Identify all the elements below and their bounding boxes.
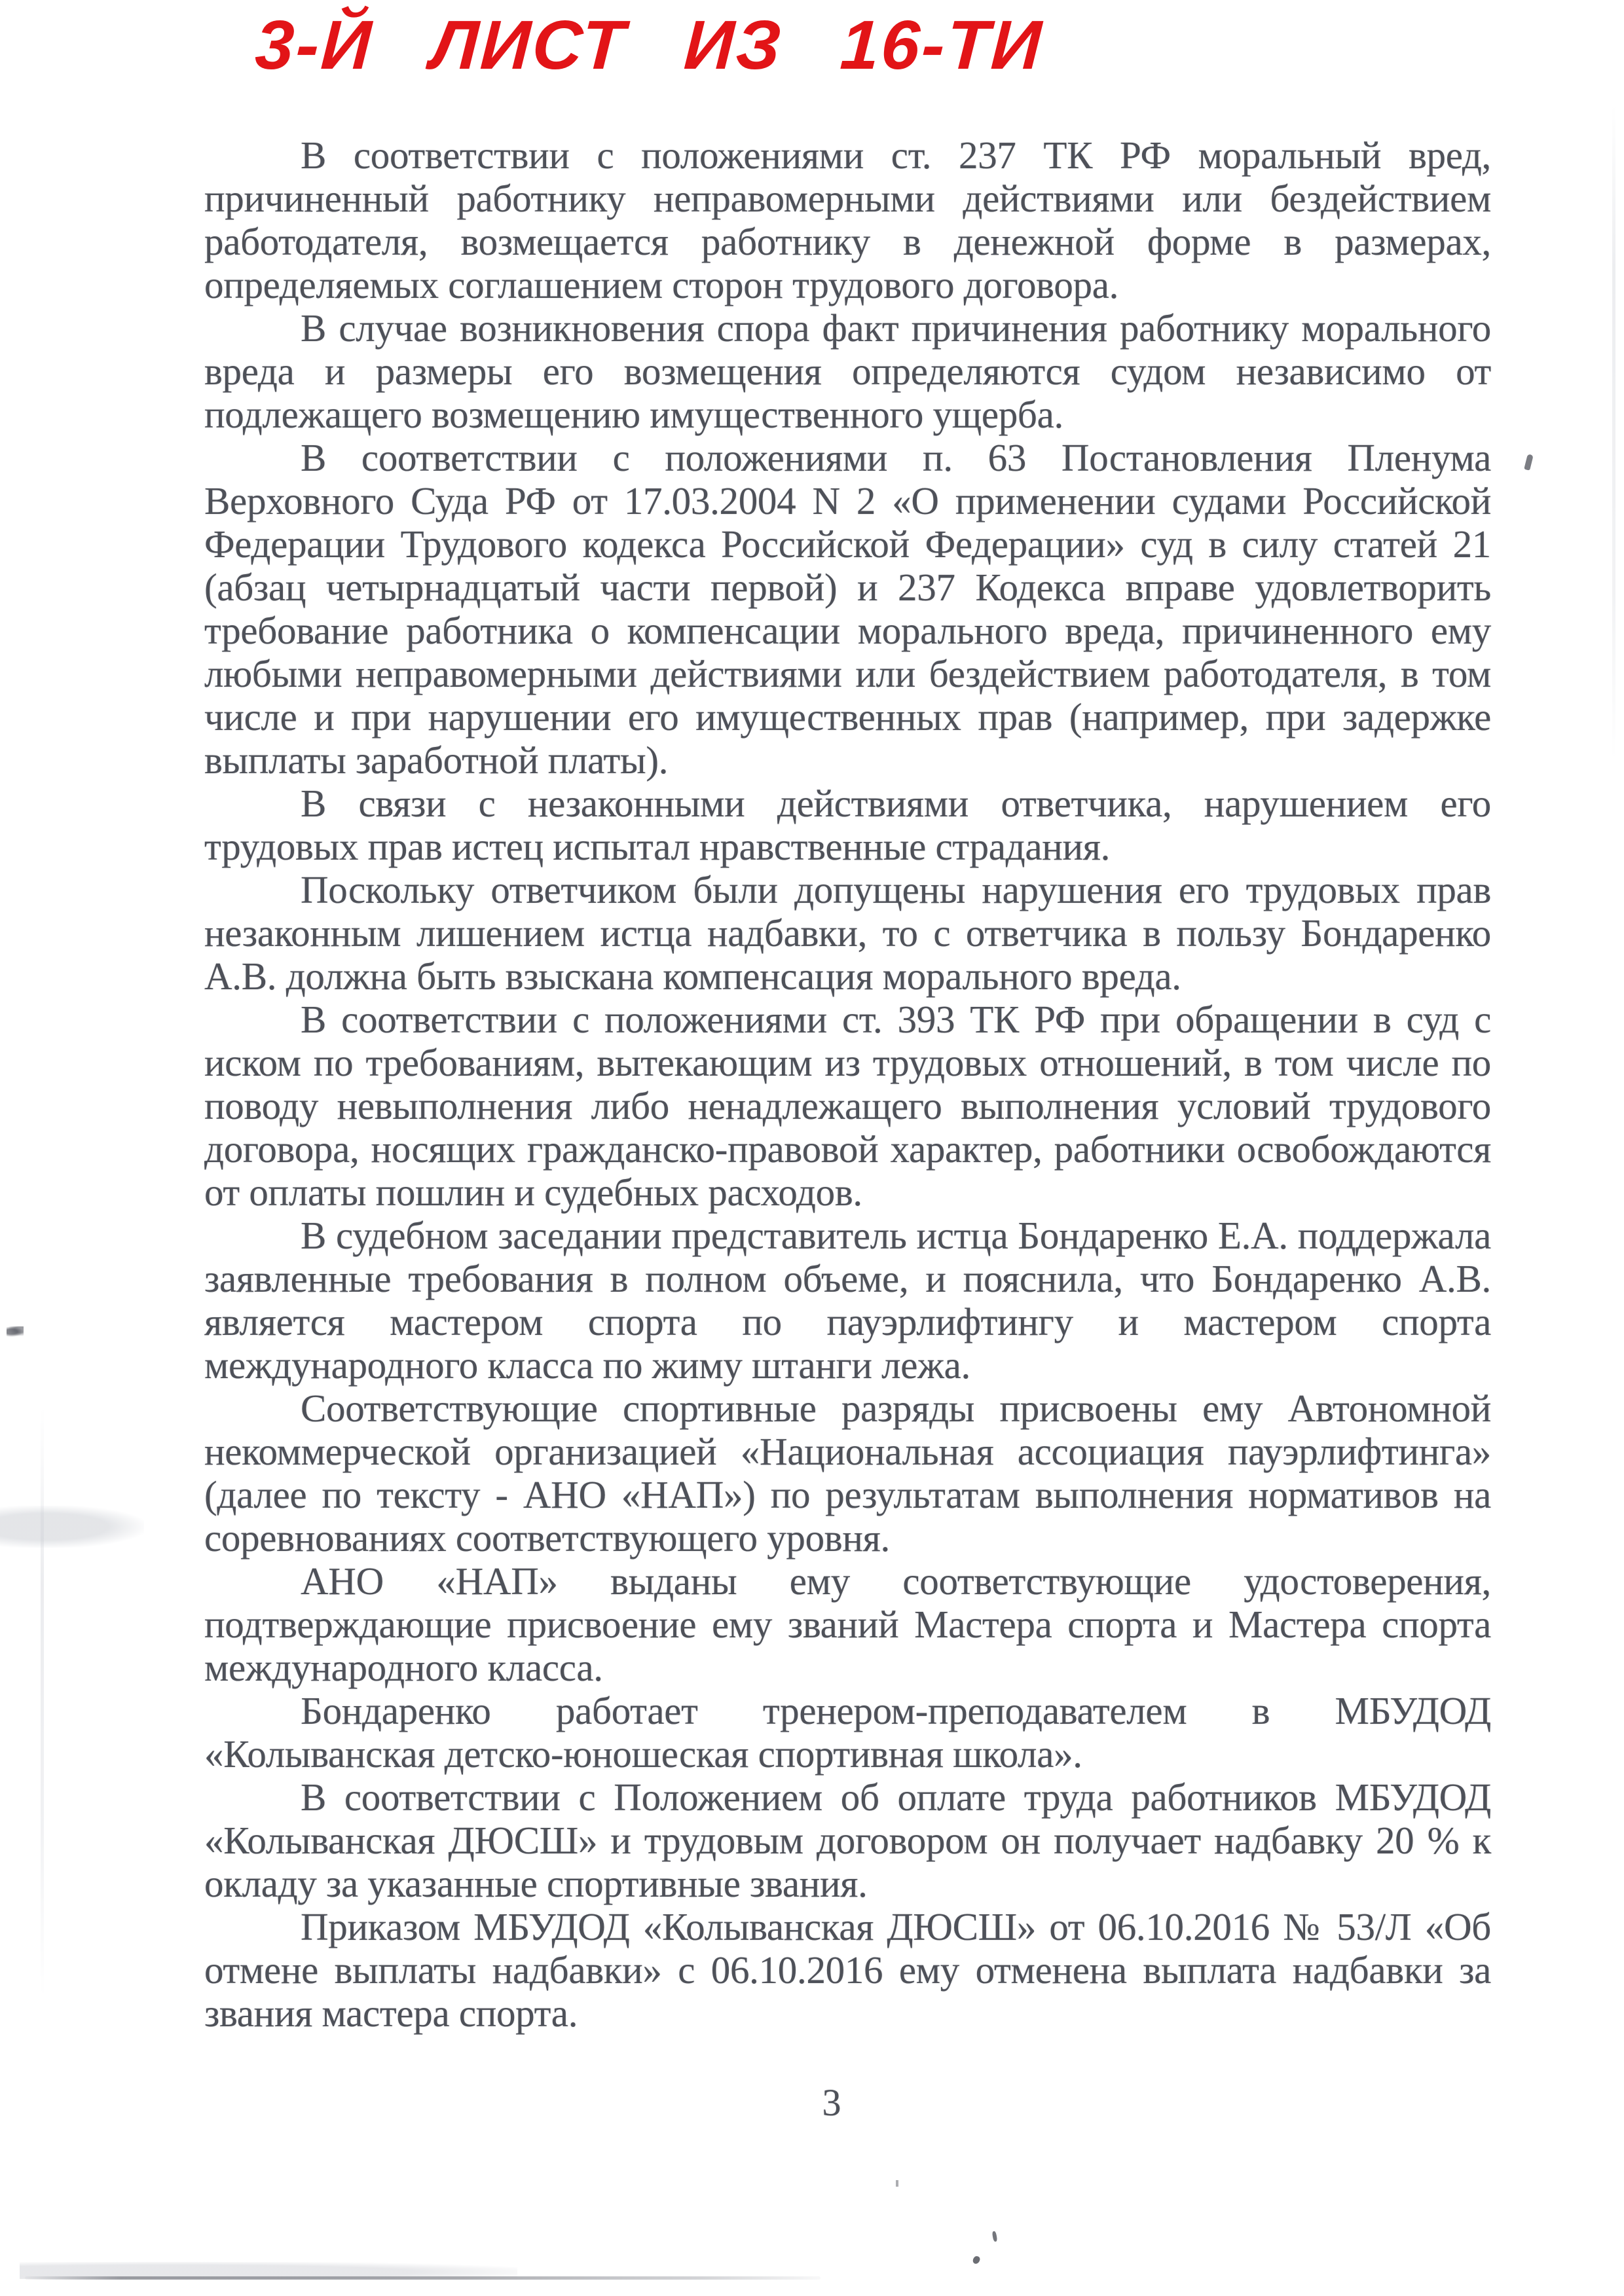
paragraph: АНО «НАП» выданы ему соответствующие удостоверения, подтверждающие присвоение ему званий Мастера спорта и Мастера спорта международного класса. xyxy=(204,1559,1491,1689)
paragraph: В соответствии с положениями п. 63 Постановления Пленума Верховного Суда РФ от 17.03.2004 N 2 «О применении судами Российской Федерации Трудового кодекса Российской Федерации» суд в силу статей 21 (абзац четырнадцатый части первой) и 237 Кодекса вправе удовлетворить требование работника о компенсации морального вреда, причиненного ему любыми неправомерными действиями или бездействием работодателя, в том числе и при нарушении его имущественных прав (например, при задержке выплаты заработной платы). xyxy=(204,436,1491,782)
scan-speck xyxy=(972,2255,981,2265)
scan-smudge xyxy=(20,2262,517,2279)
scan-smudge xyxy=(0,1506,144,1548)
page-number: 3 xyxy=(822,2081,841,2124)
scan-speck xyxy=(992,2231,998,2242)
paragraph: Поскольку ответчиком были допущены нарушения его трудовых прав незаконным лишением истца надбавки, то с ответчика в пользу Бондаренко А.В. должна быть взыскана компенсация морального вреда. xyxy=(204,868,1491,998)
paragraph: В связи с незаконными действиями ответчика, нарушением его трудовых прав истец испытал нравственные страдания. xyxy=(204,782,1491,868)
sheet-number-stamp: 3-Й ЛИСТ ИЗ 16-ТИ xyxy=(253,7,1045,84)
paragraph: Соответствующие спортивные разряды присвоены ему Автономной некоммерческой организацией «Национальная ассоциация пауэрлифтинга» (далее по тексту - АНО «НАП») по результатам выполнения нормативов на соревнованиях соответствующего уровня. xyxy=(204,1387,1491,1559)
scan-speck xyxy=(1524,454,1534,470)
paragraph: Бондаренко работает тренером-преподавателем в МБУДОД «Колыванская детско-юношеская спортивная школа». xyxy=(204,1689,1491,1776)
scan-edge-line xyxy=(25,2276,821,2280)
scan-speck xyxy=(896,2180,898,2187)
paragraph: В судебном заседании представитель истца Бондаренко Е.А. поддержала заявленные требования в полном объеме, и пояснила, что Бондаренко А.В. является мастером спорта по пауэрлифтингу и мастером спорта международного класса по жиму штанги лежа. xyxy=(204,1214,1491,1387)
paragraph: Приказом МБУДОД «Колыванская ДЮСШ» от 06.10.2016 № 53/Л «Об отмене выплаты надбавки» с 06.10.2016 ему отменена выплата надбавки за звания мастера спорта. xyxy=(204,1905,1491,2035)
scan-streak xyxy=(1612,105,1615,759)
paragraph: В соответствии с Положением об оплате труда работников МБУДОД «Колыванская ДЮСШ» и трудовым договором он получает надбавку 20 % к окладу за указанные спортивные звания. xyxy=(204,1776,1491,1905)
paragraph: В случае возникновения спора факт причинения работнику морального вреда и размеры его возмещения определяются судом независимо от подлежащего возмещению имущественного ущерба. xyxy=(204,306,1491,436)
scan-streak xyxy=(41,1408,44,1997)
scan-speck xyxy=(7,1326,24,1337)
paragraph: В соответствии с положениями ст. 237 ТК РФ моральный вред, причиненный работнику неправомерными действиями или бездействием работодателя, возмещается работнику в денежной форме в размерах, определяемых соглашением сторон трудового договора. xyxy=(204,134,1491,306)
document-text-block xyxy=(204,134,1491,2035)
paragraph: В соответствии с положениями ст. 393 ТК РФ при обращении в суд с иском по требованиям, вытекающим из трудовых отношений, в том числе по поводу невыполнения либо ненадлежащего выполнения условий трудового договора, носящих гражданско-правовой характер, работники освобождаются от оплаты пошлин и судебных расходов. xyxy=(204,998,1491,1214)
